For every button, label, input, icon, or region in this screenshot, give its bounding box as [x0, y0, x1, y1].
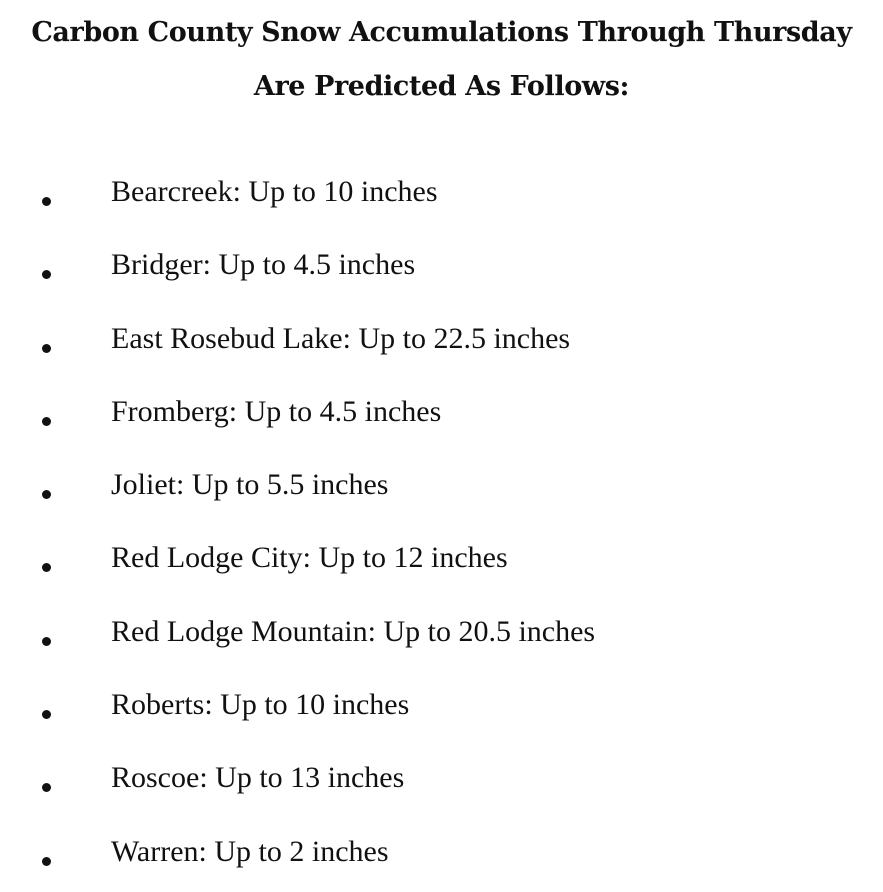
bullet-icon — [42, 857, 51, 866]
bullet-icon — [42, 344, 51, 353]
bullet-icon — [42, 783, 51, 792]
bullet-icon — [42, 563, 51, 572]
list-item-text: Bearcreek: Up to 10 inches — [111, 175, 438, 208]
list-item — [0, 668, 883, 741]
list-item-text: Fromberg: Up to 4.5 inches — [111, 394, 442, 428]
list-item-text: Bridger: Up to 4.5 inches — [111, 248, 416, 282]
page-title — [0, 6, 883, 114]
bullet-icon — [42, 270, 51, 279]
page-title-line-2: Are Predicted As Follows: — [253, 71, 630, 102]
bullet-icon — [42, 417, 51, 426]
list-item — [0, 595, 883, 668]
list-item — [0, 521, 883, 594]
list-item-text: East Rosebud Lake: Up to 22.5 inches — [111, 321, 571, 355]
list-item-text: Roberts: Up to 10 inches — [111, 688, 410, 722]
bullet-icon — [42, 637, 51, 646]
list-item-text: Red Lodge Mountain: Up to 20.5 inches — [111, 614, 596, 648]
list-item-text: Red Lodge City: Up to 12 inches — [111, 541, 508, 575]
list-item-text: Joliet: Up to 5.5 inches — [111, 468, 389, 502]
list-item-text: Roscoe: Up to 13 inches — [111, 761, 405, 795]
snow-accumulation-list — [0, 155, 883, 888]
list-item — [0, 741, 883, 814]
list-item — [0, 448, 883, 521]
bullet-icon — [42, 710, 51, 719]
list-item — [0, 155, 883, 228]
page-title-line-1: Carbon County Snow Accumulations Through Thursday — [31, 17, 852, 48]
list-item — [0, 375, 883, 448]
list-item — [0, 228, 883, 301]
bullet-icon — [42, 490, 51, 499]
bullet-icon — [42, 197, 51, 206]
list-item — [0, 815, 883, 888]
list-item-text: Warren: Up to 2 inches — [111, 834, 389, 868]
list-item — [0, 302, 883, 375]
